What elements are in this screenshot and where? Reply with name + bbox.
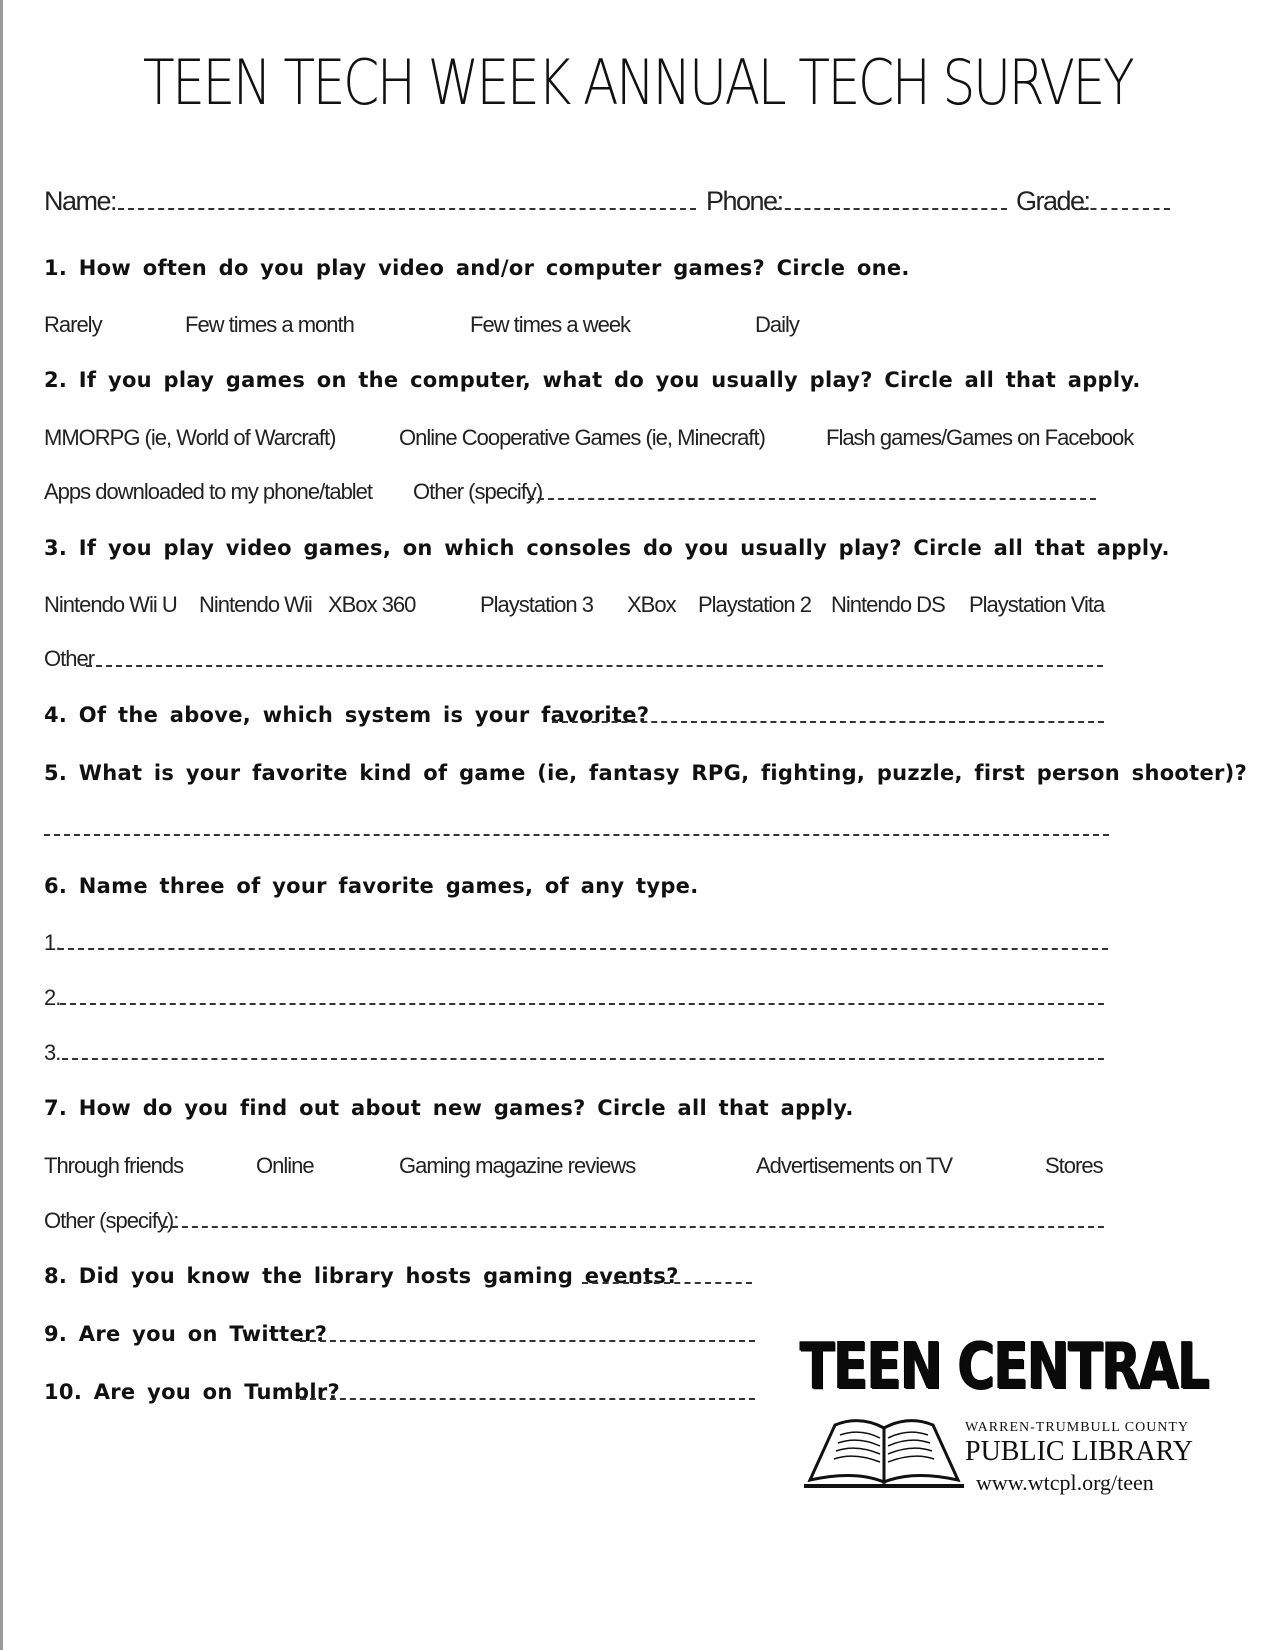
question-6: 6. Name three of your favorite games, of any type. xyxy=(44,874,699,898)
phone-label: Phone: xyxy=(706,186,783,216)
q6-item-3-label: 3. xyxy=(44,1040,61,1065)
question-9: 9. Are you on Twitter? xyxy=(44,1322,328,1346)
question-5: 5. What is your favorite kind of game (ie, fantasy RPG, fighting, puzzle, first person shooter)? xyxy=(44,761,1248,785)
q3-option-xbox[interactable]: XBox xyxy=(627,592,676,617)
q7-other-label: Other (specify): xyxy=(44,1208,179,1233)
q1-option-daily[interactable]: Daily xyxy=(755,312,799,337)
q7-option-tv-ads[interactable]: Advertisements on TV xyxy=(756,1153,953,1178)
question-3: 3. If you play video games, on which consoles do you usually play? Circle all that apply. xyxy=(44,536,1170,560)
q3-option-wii[interactable]: Nintendo Wii xyxy=(199,592,312,617)
page-title: TEEN TECH WEEK ANNUAL TECH SURVEY xyxy=(142,46,1133,119)
q2-other-label: Other (specify) xyxy=(413,479,543,504)
q3-option-ps2[interactable]: Playstation 2 xyxy=(698,592,811,617)
question-4: 4. Of the above, which system is your favorite? xyxy=(44,703,650,727)
logo-url[interactable]: www.wtcpl.org/teen xyxy=(976,1470,1154,1495)
q7-option-friends[interactable]: Through friends xyxy=(44,1153,184,1178)
q2-option-apps[interactable]: Apps downloaded to my phone/tablet xyxy=(44,479,373,504)
open-book-icon xyxy=(800,1410,970,1490)
q7-option-online[interactable]: Online xyxy=(256,1153,314,1178)
q2-option-online-coop[interactable]: Online Cooperative Games (ie, Minecraft) xyxy=(399,425,765,450)
question-2: 2. If you play games on the computer, what do you usually play? Circle all that apply. xyxy=(44,368,1141,392)
q2-option-flash[interactable]: Flash games/Games on Facebook xyxy=(826,425,1134,450)
q8-answer-field[interactable] xyxy=(582,1282,752,1284)
q3-option-xbox360[interactable]: XBox 360 xyxy=(328,592,416,617)
logo-brand: TEEN CENTRAL xyxy=(800,1330,1209,1404)
q3-other-field[interactable] xyxy=(86,665,1103,667)
q1-option-few-week[interactable]: Few times a week xyxy=(470,312,631,337)
q4-answer-field[interactable] xyxy=(552,721,1104,723)
name-field[interactable] xyxy=(118,208,696,210)
logo-org: WARREN-TRUMBULL COUNTY xyxy=(965,1420,1190,1435)
grade-field[interactable] xyxy=(1080,208,1170,210)
q7-other-field[interactable] xyxy=(162,1226,1104,1228)
q7-option-stores[interactable]: Stores xyxy=(1045,1153,1103,1178)
q5-answer-field[interactable] xyxy=(44,834,1109,836)
q1-option-rarely[interactable]: Rarely xyxy=(44,312,102,337)
q3-option-vita[interactable]: Playstation Vita xyxy=(969,592,1105,617)
q2-other-field[interactable] xyxy=(528,498,1096,500)
q6-item-2-field[interactable] xyxy=(60,1003,1104,1005)
page-edge xyxy=(0,0,3,1650)
grade-label: Grade: xyxy=(1016,186,1090,216)
q3-option-ds[interactable]: Nintendo DS xyxy=(831,592,945,617)
q10-answer-field[interactable] xyxy=(300,1398,755,1400)
q1-option-few-month[interactable]: Few times a month xyxy=(185,312,354,337)
q6-item-3-field[interactable] xyxy=(62,1058,1104,1060)
q6-item-2-label: 2. xyxy=(44,985,61,1010)
q3-option-ps3[interactable]: Playstation 3 xyxy=(480,592,593,617)
q6-item-1-field[interactable] xyxy=(58,948,1108,950)
q3-other-label: Other xyxy=(44,646,95,671)
question-10: 10. Are you on Tumblr? xyxy=(44,1380,340,1404)
teen-central-logo xyxy=(800,1330,1240,1570)
q9-answer-field[interactable] xyxy=(300,1340,755,1342)
q3-option-wii-u[interactable]: Nintendo Wii U xyxy=(44,592,177,617)
logo-library: PUBLIC LIBRARY xyxy=(965,1436,1193,1467)
q2-option-mmorpg[interactable]: MMORPG (ie, World of Warcraft) xyxy=(44,425,336,450)
phone-field[interactable] xyxy=(775,208,1007,210)
q7-option-magazine[interactable]: Gaming magazine reviews xyxy=(399,1153,636,1178)
question-1: 1. How often do you play video and/or computer games? Circle one. xyxy=(44,256,910,280)
question-7: 7. How do you find out about new games? Circle all that apply. xyxy=(44,1096,854,1120)
question-8: 8. Did you know the library hosts gaming events? xyxy=(44,1264,679,1288)
name-label: Name: xyxy=(44,186,117,216)
q6-item-1-label: 1. xyxy=(44,930,61,955)
